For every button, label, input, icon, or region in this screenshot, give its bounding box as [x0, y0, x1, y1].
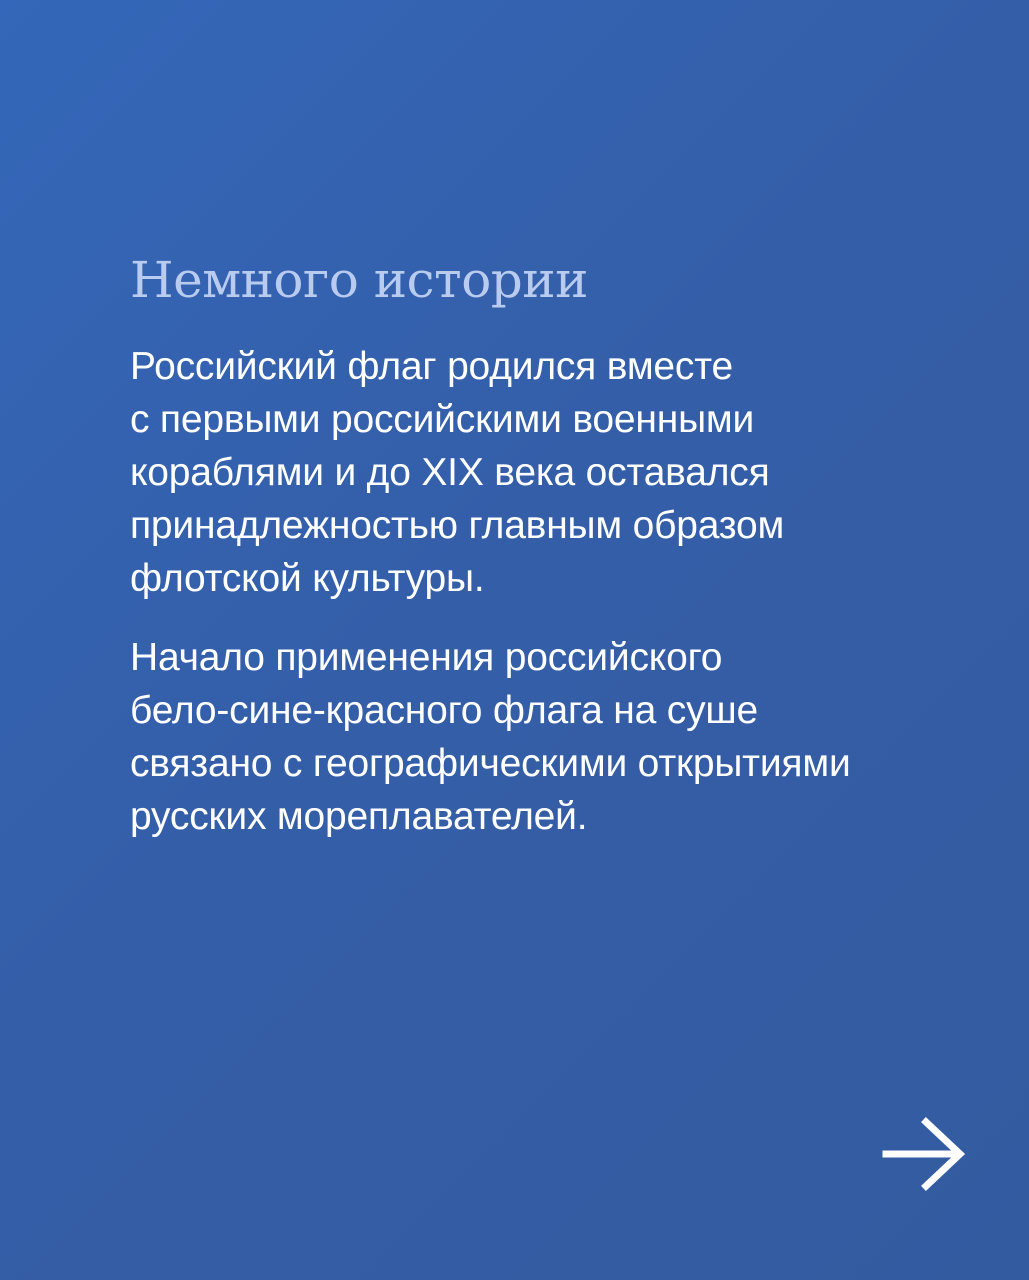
- paragraph-2: Начало применения российского бело-сине-красного флага на суше связано с географическими открытиями русских мореплавателей.: [130, 636, 851, 838]
- slide-content: [130, 248, 990, 843]
- arrow-right-icon: [882, 1116, 966, 1192]
- paragraph-1: Российский флаг родился вместе с первыми российскими военными кораблями и до XIX века оставался принадлежностью главным образом флотской культуры.: [130, 345, 785, 600]
- next-slide-button[interactable]: [882, 1116, 966, 1192]
- slide-heading: Немного истории: [130, 251, 588, 309]
